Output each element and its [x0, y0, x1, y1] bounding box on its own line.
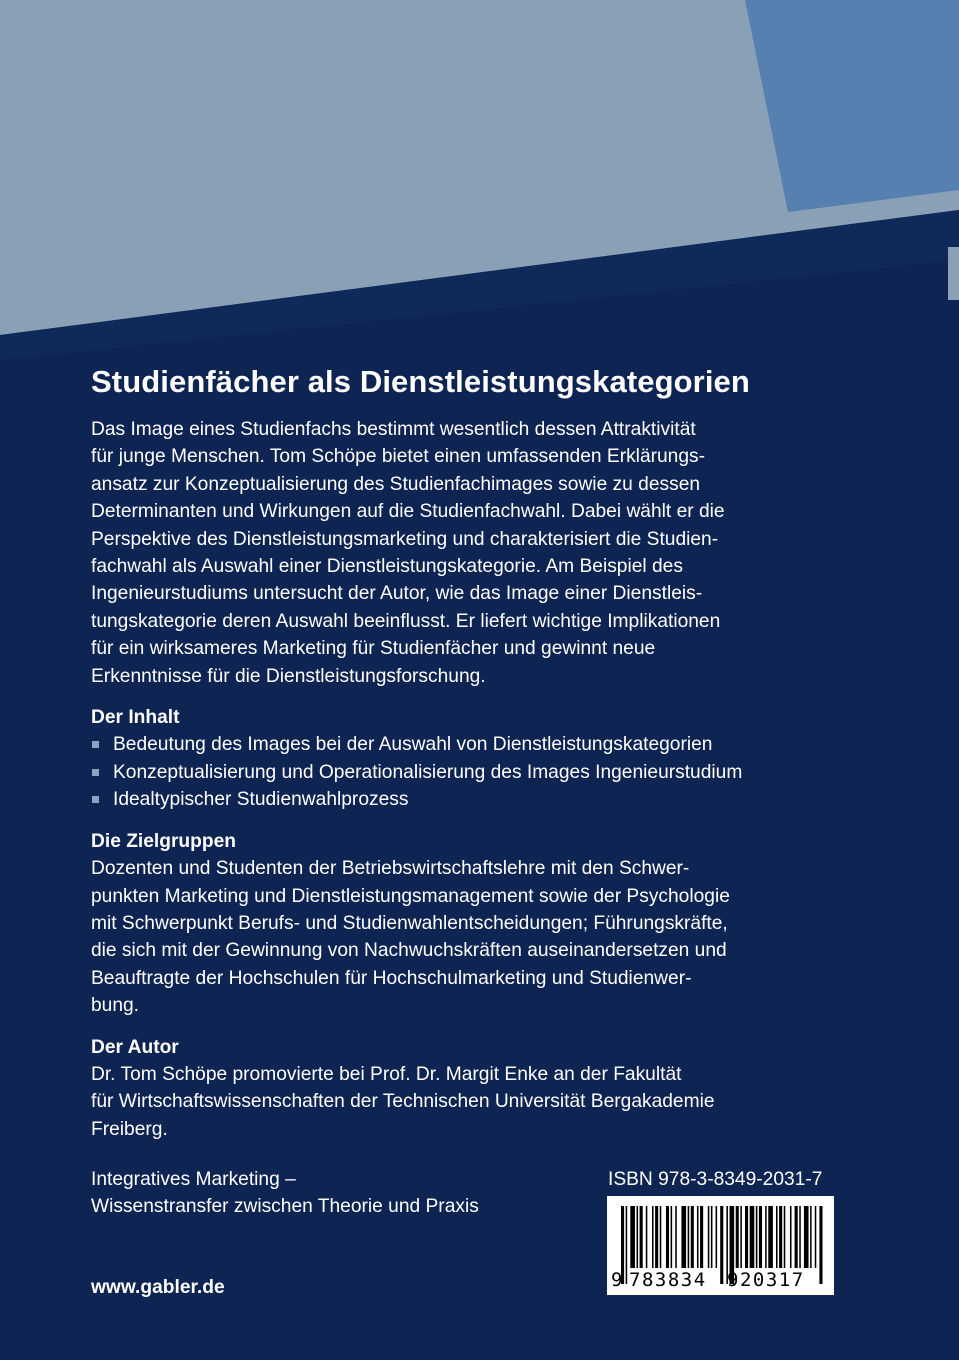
barcode-bar: [750, 1206, 755, 1268]
intro-line: Determinanten und Wirkungen auf die Studienfachwahl. Dabei wählt er die: [91, 501, 725, 523]
list-item-text: Idealtypischer Studienwahlprozess: [113, 789, 409, 811]
barcode-bar: [804, 1206, 809, 1268]
barcode-bar: [790, 1206, 792, 1268]
series-line: Integratives Marketing –: [91, 1169, 296, 1190]
barcode-bar: [765, 1206, 767, 1268]
bullet-square-icon: [92, 796, 99, 803]
zielgruppen-line: die sich mit der Gewinnung von Nachwuchskräften auseinandersetzen und: [91, 940, 727, 962]
isbn-label: ISBN 978-3-8349-2031-7: [608, 1169, 823, 1190]
intro-line: Erkenntnisse für die Dienstleistungsforschung.: [91, 665, 486, 687]
intro-line: für ein wirksameres Marketing für Studienfächer und gewinnt neue: [91, 638, 656, 660]
list-item: [91, 786, 851, 813]
intro-line: fachwahl als Auswahl einer Dienstleistungskategorie. Am Beispiel des: [91, 556, 683, 578]
barcode-bar: [688, 1206, 690, 1268]
zielgruppen-line: Beauftragte der Hochschulen für Hochschulmarketing und Studienwer-: [91, 967, 692, 989]
barcode-bar: [810, 1206, 812, 1268]
zielgruppen-line: bung.: [91, 995, 140, 1017]
intro-line: ansatz zur Konzeptualisierung des Studienfachimages sowie zu dessen: [91, 473, 701, 495]
list-item: [91, 759, 851, 786]
autor-heading: Der Autor: [91, 1036, 179, 1058]
barcode-bar: [815, 1206, 817, 1268]
bullet-square-icon: [92, 741, 99, 748]
barcode: [607, 1196, 834, 1295]
zielgruppen-line: mit Schwerpunkt Berufs- und Studienwahlentscheidungen; Führungskräfte,: [91, 912, 728, 934]
barcode-bar: [716, 1206, 718, 1268]
barcode-bar: [630, 1206, 635, 1268]
autor-paragraph: [91, 1061, 851, 1143]
barcode-bar: [776, 1206, 778, 1268]
intro-line: für junge Menschen. Tom Schöpe bietet einen umfassenden Erklärungs-: [91, 446, 706, 468]
book-title: Studienfächer als Dienstleistungskategorien: [91, 364, 750, 399]
barcode-bar: [691, 1206, 694, 1268]
zielgruppen-line: punkten Marketing und Dienstleistungsmanagement sowie der Psychologie: [91, 885, 730, 907]
bullet-square-icon: [92, 769, 99, 776]
list-item-text: Bedeutung des Images bei der Auswahl von Dienstleistungskategorien: [113, 734, 713, 756]
barcode-bar: [795, 1206, 798, 1268]
barcode-bar: [779, 1206, 782, 1268]
barcode-bar: [784, 1206, 786, 1268]
barcode-digit-group: 783834: [629, 1269, 707, 1291]
barcode-bar: [759, 1206, 762, 1268]
list-item-text: Konzeptualisierung und Operationalisierung des Images Ingenieurstudium: [113, 761, 743, 783]
series-title: [91, 1166, 479, 1221]
barcode-bar: [768, 1206, 773, 1268]
barcode-bar: [655, 1206, 658, 1268]
series-line: Wissenstransfer zwischen Theorie und Praxis: [91, 1196, 479, 1218]
barcode-bar: [799, 1206, 801, 1268]
zielgruppen-paragraph: [91, 855, 851, 1019]
autor-line: Freiberg.: [91, 1118, 168, 1140]
barcode-bar: [745, 1206, 748, 1268]
barcode-bar: [646, 1206, 648, 1268]
list-item: [91, 731, 851, 758]
barcode-bar: [708, 1206, 710, 1268]
barcode-bar: [697, 1206, 699, 1268]
barcode-bar: [637, 1206, 639, 1268]
barcode-bar: [666, 1206, 669, 1268]
barcode-bar: [671, 1206, 673, 1268]
barcode-bar: [681, 1206, 686, 1268]
barcode-bar: [700, 1206, 703, 1268]
publisher-url[interactable]: www.gabler.de: [91, 1277, 225, 1298]
barcode-bar: [711, 1206, 713, 1268]
autor-line: für Wirtschaftswissenschaften der Technischen Universität Bergakademie: [91, 1091, 715, 1113]
intro-line: Ingenieurstudiums untersucht der Autor, wie das Image einer Dienstleis-: [91, 583, 703, 605]
barcode-bar: [652, 1206, 654, 1268]
intro-line: Perspektive des Dienstleistungsmarketing und charakterisiert die Studien-: [91, 528, 719, 550]
intro-paragraph: [91, 416, 851, 690]
barcode-digit-first: 9: [611, 1269, 623, 1291]
intro-line: Das Image eines Studienfachs bestimmt wesentlich dessen Attraktivität: [91, 419, 696, 440]
intro-line: tungskategorie deren Auswahl beeinflusst. Er liefert wichtige Implikationen: [91, 610, 721, 632]
inhalt-list: [91, 731, 851, 813]
barcode-digits: [607, 1268, 834, 1292]
main-content: [91, 362, 851, 1143]
barcode-bar: [675, 1206, 677, 1268]
barcode-bar: [736, 1206, 739, 1268]
barcode-digit-group: 920317: [727, 1269, 805, 1291]
barcode-bar: [640, 1206, 643, 1268]
barcode-bar: [756, 1206, 758, 1268]
barcode-bar: [660, 1206, 662, 1268]
zielgruppen-line: Dozenten und Studenten der Betriebswirtschaftslehre mit den Schwer-: [91, 858, 690, 880]
autor-line: Dr. Tom Schöpe promovierte bei Prof. Dr. Margit Enke an der Fakultät: [91, 1063, 682, 1085]
barcode-bar: [740, 1206, 742, 1268]
inhalt-heading: Der Inhalt: [91, 707, 180, 729]
zielgruppen-heading: Die Zielgruppen: [91, 830, 236, 852]
